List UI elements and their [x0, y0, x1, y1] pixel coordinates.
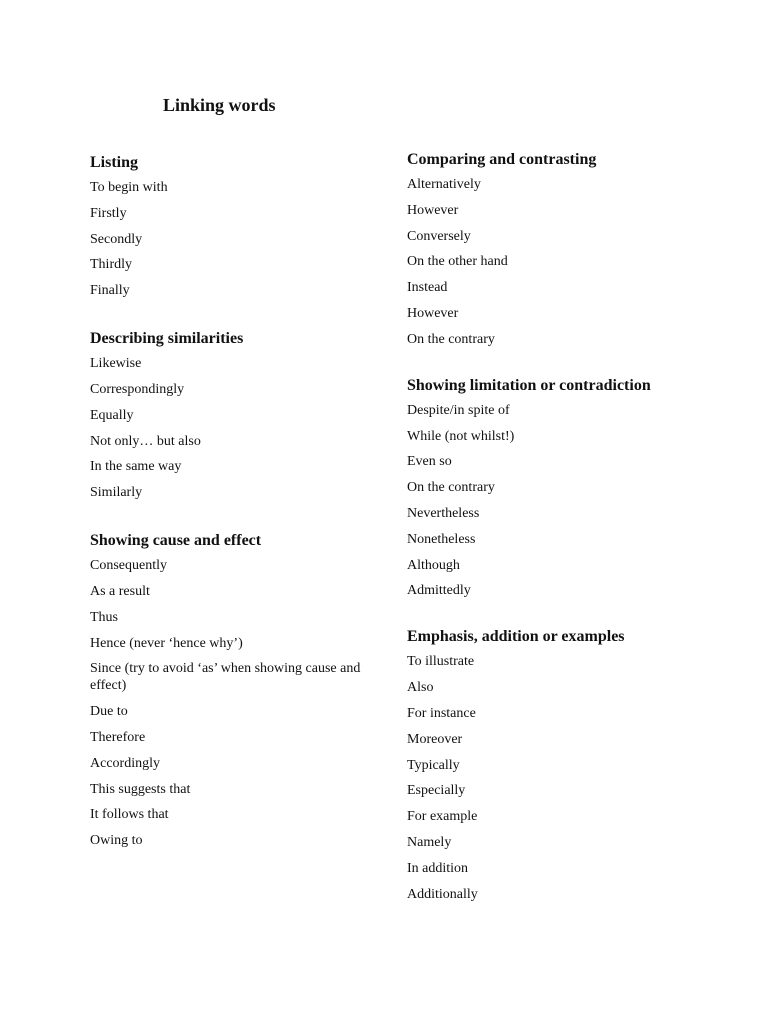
linking-word-item: Although	[407, 557, 460, 573]
linking-word-item: However	[407, 202, 459, 218]
section-heading: Emphasis, addition or examples	[407, 628, 625, 646]
linking-word-item: Secondly	[90, 231, 143, 247]
linking-word-item: To begin with	[90, 180, 168, 195]
linking-word-list	[90, 179, 380, 299]
linking-word-item: Admittedly	[407, 583, 471, 599]
section-heading: Showing cause and effect	[90, 532, 262, 550]
section-heading: Showing limitation or contradiction	[407, 376, 651, 394]
linking-word-item: Namely	[407, 834, 452, 850]
linking-word-item: Even so	[407, 454, 452, 470]
linking-word-item: Consequently	[90, 558, 167, 574]
section	[90, 329, 380, 501]
linking-word-item: On the contrary	[407, 331, 495, 347]
linking-word-item: Additionally	[407, 886, 478, 902]
linking-word-item: Correspondingly	[90, 381, 185, 397]
linking-word-item: In the same way	[90, 459, 182, 475]
linking-word-item: For example	[407, 809, 478, 825]
right-column	[407, 150, 697, 911]
section	[407, 376, 697, 600]
page-title: Linking words	[163, 95, 276, 115]
section	[407, 627, 697, 902]
linking-word-item: Due to	[90, 704, 128, 720]
linking-word-item: On the other hand	[407, 254, 508, 270]
linking-word-item: On the contrary	[407, 480, 495, 496]
linking-word-item: However	[407, 305, 459, 321]
linking-word-item: Hence (never ‘hence why’)	[90, 635, 243, 651]
linking-word-item: Also	[407, 680, 434, 696]
linking-word-item: Nonetheless	[407, 531, 476, 547]
linking-word-item: While (not whilst!)	[407, 428, 515, 444]
linking-word-item: Since (try to avoid ‘as’ when showing cause and effect)	[90, 661, 361, 694]
section-heading: Listing	[90, 154, 139, 171]
linking-word-item: Finally	[90, 283, 130, 299]
section	[90, 531, 380, 849]
linking-word-list	[407, 176, 697, 348]
linking-word-item: Firstly	[90, 205, 127, 221]
linking-word-item: It follows that	[90, 807, 169, 823]
linking-word-item: Typically	[407, 757, 460, 773]
linking-word-item: To illustrate	[407, 654, 475, 670]
linking-word-item: Similarly	[90, 485, 143, 501]
linking-word-item: Especially	[407, 783, 466, 799]
linking-word-list	[90, 557, 380, 849]
left-column	[90, 153, 380, 858]
linking-word-item: Likewise	[90, 356, 142, 372]
section-heading: Comparing and contrasting	[407, 151, 597, 168]
linking-word-list	[407, 402, 697, 600]
linking-word-item: This suggests that	[90, 781, 191, 797]
linking-word-item: Accordingly	[90, 755, 160, 771]
linking-word-item: Conversely	[407, 228, 471, 244]
section	[407, 150, 697, 348]
linking-word-item: Therefore	[90, 729, 146, 745]
linking-word-item: Not only… but also	[90, 433, 201, 449]
linking-word-item: Moreover	[407, 731, 463, 747]
section-heading: Describing similarities	[90, 330, 244, 348]
linking-word-item: Equally	[90, 407, 134, 423]
linking-word-item: For instance	[407, 705, 476, 721]
linking-word-item: Owing to	[90, 833, 143, 849]
linking-word-list	[90, 355, 380, 501]
linking-word-item: As a result	[90, 583, 150, 599]
section	[90, 153, 380, 299]
linking-word-item: Alternatively	[407, 177, 481, 192]
linking-word-item: Thirdly	[90, 257, 132, 273]
linking-word-item: In addition	[407, 860, 469, 876]
linking-word-list	[407, 653, 697, 902]
linking-word-item: Instead	[407, 280, 448, 296]
linking-word-item: Despite/in spite of	[407, 402, 510, 418]
linking-word-item: Thus	[90, 609, 118, 625]
linking-word-item: Nevertheless	[407, 505, 480, 521]
